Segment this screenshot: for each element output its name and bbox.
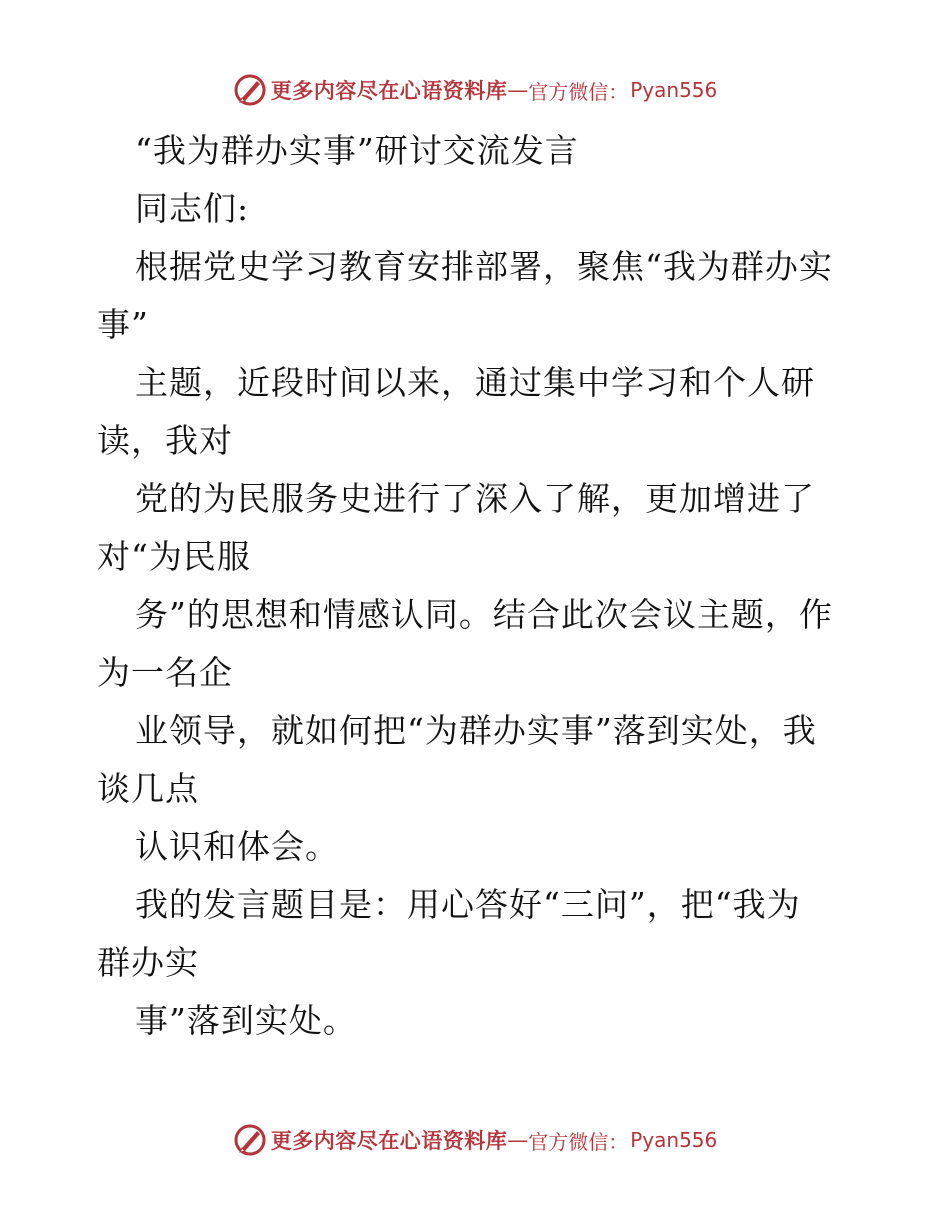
text-line: 对“为民服 (97, 537, 251, 576)
text-line: 认识和体会。 (135, 827, 339, 866)
watermark-main-text: 更多内容尽在心语资料库 (270, 1129, 508, 1153)
pen-logo-icon (233, 1123, 267, 1157)
header-watermark (0, 70, 950, 110)
text-line: 业领导，就如何把“为群办实事”落到实处，我 (135, 711, 817, 750)
watermark-wechat-id: Pyan556 (630, 1128, 718, 1152)
text-line: 党的为民服务史进行了深入了解，更加增进了 (135, 479, 815, 518)
text-line: 事”落到实处。 (135, 1001, 357, 1040)
text-line: 为一名企 (97, 653, 233, 692)
text-line: 我的发言题目是：用心答好“三问”，把“我为 (135, 885, 801, 924)
watermark-wechat-id: Pyan556 (630, 78, 718, 102)
document-body (97, 122, 857, 1050)
pen-logo-icon (233, 73, 267, 107)
watermark-main-text: 更多内容尽在心语资料库 (270, 79, 508, 103)
watermark-dash: — (507, 78, 529, 102)
text-line: “我为群办实事”研讨交流发言 (135, 131, 579, 170)
watermark-sub-text: 官方微信： (528, 1129, 629, 1154)
text-line: 主题，近段时间以来，通过集中学习和个人研 (135, 363, 815, 402)
text-line: 群办实 (97, 943, 199, 982)
watermark-sub-text: 官方微信： (528, 79, 629, 104)
footer-watermark (0, 1120, 950, 1160)
text-line: 事” (97, 305, 149, 344)
text-line: 同志们: (135, 189, 250, 228)
text-line: 务”的思想和情感认同。结合此次会议主题，作 (135, 595, 833, 634)
text-line: 谈几点 (97, 769, 199, 808)
watermark-dash: — (507, 1128, 529, 1152)
text-line: 读，我对 (97, 421, 233, 460)
text-line: 根据党史学习教育安排部署，聚焦“我为群办实 (135, 247, 833, 286)
